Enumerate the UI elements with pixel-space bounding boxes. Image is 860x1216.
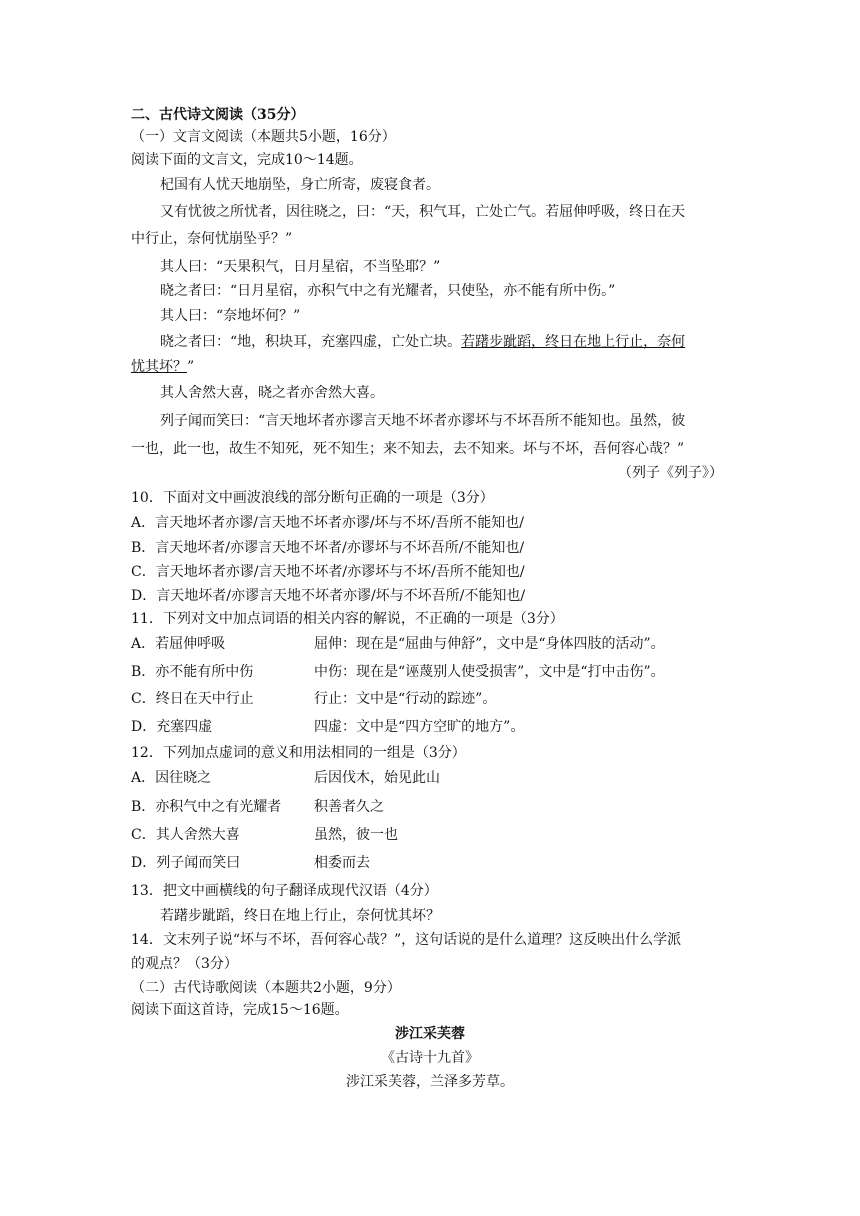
q10-stem: 10．下面对文中画波浪线的部分断句正确的一项是（3分）: [131, 490, 494, 506]
q12-option-c-left: C．其人舍然大喜: [131, 827, 240, 843]
part1-header: （一）文言文阅读（本题共5小题，16分）: [131, 129, 396, 145]
q12-option-a-left: A．因往晓之: [131, 770, 212, 786]
q12-option-d-left: D．列子闻而笑曰: [131, 855, 241, 871]
q13-stem: 13．把文中画横线的句子翻译成现代汉语（4分）: [131, 883, 438, 899]
part2-instruction: 阅读下面这首诗，完成15～16题。: [131, 1002, 349, 1018]
q12-option-a-right: 后因伐木，始见此山: [314, 770, 440, 786]
q12-option-d-right: 相委而去: [314, 855, 370, 871]
underlined-sentence-part-1: 若躇步跐蹈，终日在地上行止，奈何: [461, 334, 686, 350]
passage-line-11: 一也，此一也，故生不知死，死不知生；来不知去，去不知来。坏与不坏，吾何容心哉？”: [131, 441, 685, 457]
q12-option-b-right: 积善者久之: [314, 799, 384, 815]
passage-line-8-quote: ”: [187, 359, 195, 375]
q11-option-d-right: 四虚：文中是“四方空旷的地方”。: [314, 719, 525, 735]
q14-stem-line-2: 的观点？（3分）: [131, 956, 238, 972]
q13-sentence: 若躇步跐蹈，终日在地上行止，奈何忧其坏？: [160, 908, 440, 924]
q14-stem-line-1: 14．文末列子说“坏与不坏，吾何容心哉？”，这句话说的是什么道理？这反映出什么学派: [131, 932, 682, 948]
passage-line-1: 杞国有人忧天地崩坠，身亡所寄，废寝食者。: [160, 177, 440, 193]
poem-source: 《古诗十九首》: [381, 1050, 479, 1066]
passage-line-7-text: 晓之者曰：“地，积块耳，充塞四虚，亡处亡块。: [160, 334, 462, 350]
passage-line-10: 列子闻而笑曰：“言天地坏者亦谬言天地不坏者亦谬坏与不坏吾所不能知也。虽然，彼: [160, 413, 686, 429]
passage-line-7: [160, 331, 685, 353]
q10-option-a: A．言天地坏者亦谬/言天地不坏者亦谬/坏与不坏/吾所不能知也/: [131, 515, 524, 531]
q12-option-b-left: B．亦积气中之有光耀者: [131, 799, 282, 815]
passage-line-6: 其人曰：“奈地坏何？”: [160, 308, 301, 324]
passage-source: （列子《列子》）: [618, 465, 723, 481]
q11-option-c-left: C．终日在天中行止: [131, 691, 254, 707]
underlined-sentence-part-2: 忧其坏？: [131, 359, 187, 375]
q11-stem: 11．下列对文中加点词语的相关内容的解说，不正确的一项是（3分）: [131, 611, 564, 627]
part1-instruction: 阅读下面的文言文，完成10～14题。: [131, 152, 363, 168]
q11-option-b-right: 中伤：现在是“诬蔑别人使受损害”，文中是“打中击伤”。: [314, 664, 665, 680]
passage-line-3: 中行止，奈何忧崩坠乎？”: [131, 231, 293, 247]
q11-option-d-left: D．充塞四虚: [131, 719, 213, 735]
q10-option-d: D．言天地坏者/亦谬言天地不坏者亦谬/坏与不坏吾所/不能知也/: [131, 588, 526, 604]
q10-option-c: C．言天地坏者亦谬/言天地不坏者/亦谬坏与不坏/吾所不能知也/: [131, 564, 525, 580]
poem-title: 涉江采芙蓉: [395, 1026, 465, 1042]
q11-option-a-left: A．若屈伸呼吸: [131, 636, 226, 652]
passage-line-9: 其人舍然大喜，晓之者亦舍然大喜。: [160, 385, 384, 401]
passage-line-2: 又有忧彼之所忧者，因往晓之，曰：“天，积气耳，亡处亡气。若屈伸呼吸，终日在天: [160, 204, 686, 220]
q11-option-a-right: 屈伸：现在是“屈曲与伸舒”，文中是“身体四肢的活动”。: [314, 636, 665, 652]
section-title: 二、古代诗文阅读（35分）: [131, 107, 305, 123]
part2-header: （二）古代诗歌阅读（本题共2小题，9分）: [131, 980, 401, 996]
q11-option-c-right: 行止：文中是“行动的踪迹”。: [314, 691, 497, 707]
q10-option-b: B．言天地坏者/亦谬言天地不坏者/亦谬坏与不坏吾所/不能知也/: [131, 540, 525, 556]
passage-line-4: 其人曰：“天果积气，日月星宿，不当坠耶？”: [160, 259, 441, 275]
passage-line-5: 晓之者曰：“日月星宿，亦积气中之有光耀者，只使坠，亦不能有所中伤。”: [160, 283, 616, 299]
q12-option-c-right: 虽然，彼一也: [314, 827, 398, 843]
passage-line-8: [131, 356, 194, 378]
q11-option-b-left: B．亦不能有所中伤: [131, 664, 254, 680]
poem-line-1: 涉江采芙蓉，兰泽多芳草。: [346, 1074, 514, 1090]
q12-stem: 12．下列加点虚词的意义和用法相同的一组是（3分）: [131, 745, 466, 761]
